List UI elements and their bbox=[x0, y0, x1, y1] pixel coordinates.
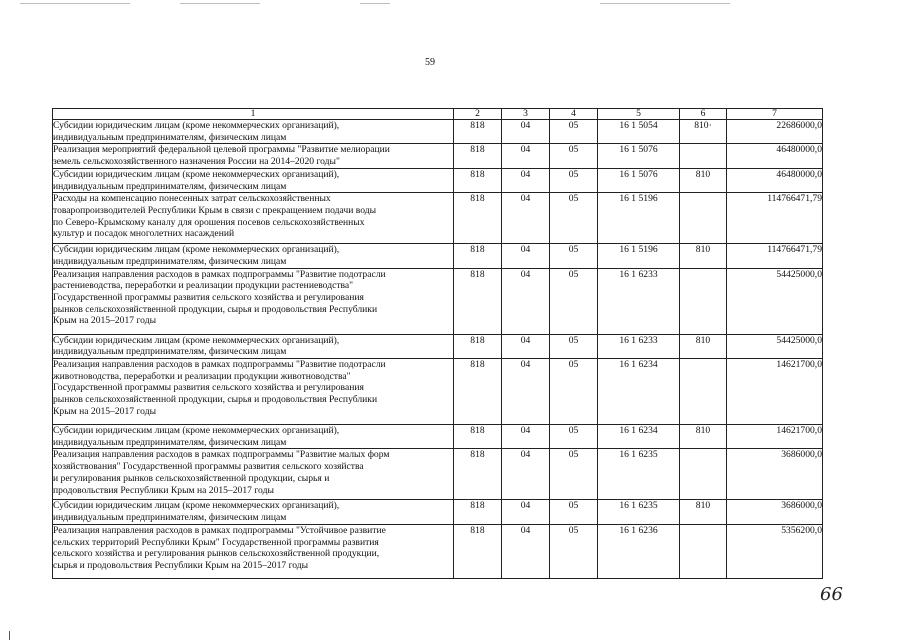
target-article-code: 16 1 5054 bbox=[598, 120, 680, 144]
ministry-code: 818 bbox=[454, 334, 502, 358]
column-header: 1 bbox=[53, 109, 454, 120]
expense-type-code bbox=[680, 193, 727, 244]
amount: 14621700,0 bbox=[727, 359, 823, 425]
target-article-code: 16 1 6233 bbox=[598, 268, 680, 334]
column-header: 2 bbox=[454, 109, 502, 120]
ministry-code: 818 bbox=[454, 425, 502, 449]
target-article-code: 16 1 6236 bbox=[598, 524, 680, 578]
expense-type-code: 810 bbox=[680, 168, 727, 192]
table-row bbox=[53, 524, 823, 578]
ministry-code: 818 bbox=[454, 268, 502, 334]
row-description: Субсидии юридическим лицам (кроме некоммерческих организаций), индивидуальным предпринимателям, физическим лицам bbox=[53, 500, 454, 524]
expense-type-code bbox=[680, 144, 727, 168]
scan-top-line bbox=[600, 3, 730, 4]
row-description: Реализация направления расходов в рамках подпрограммы "Развитие подотрасли растениеводства, переработки и реализации продукции растениеводства" Государственной программы развития сельского хозяйства и регулирования рынков сельскохозяйственной продукции, сырья и продовольствия Республики Крым на 2015–2017 годы bbox=[53, 268, 454, 334]
scan-top-line bbox=[360, 3, 390, 4]
row-description: Субсидии юридическим лицам (кроме некоммерческих организаций), индивидуальным предпринимателям, физическим лицам bbox=[53, 334, 454, 358]
table-row bbox=[53, 268, 823, 334]
section-code: 04 bbox=[502, 359, 550, 425]
column-header: 3 bbox=[502, 109, 550, 120]
page-number: 59 bbox=[425, 57, 435, 68]
target-article-code: 16 1 6234 bbox=[598, 425, 680, 449]
target-article-code: 16 1 5076 bbox=[598, 144, 680, 168]
expense-type-code: 810 bbox=[680, 425, 727, 449]
target-article-code: 16 1 6233 bbox=[598, 334, 680, 358]
section-code: 04 bbox=[502, 268, 550, 334]
amount: 114766471,79 bbox=[727, 244, 823, 268]
amount: 3686000,0 bbox=[727, 500, 823, 524]
table-row bbox=[53, 359, 823, 425]
ministry-code: 818 bbox=[454, 193, 502, 244]
ministry-code: 818 bbox=[454, 120, 502, 144]
expense-type-code: 810 bbox=[680, 500, 727, 524]
section-code: 04 bbox=[502, 144, 550, 168]
ministry-code: 818 bbox=[454, 359, 502, 425]
section-code: 04 bbox=[502, 120, 550, 144]
ministry-code: 818 bbox=[454, 524, 502, 578]
column-header: 4 bbox=[550, 109, 598, 120]
subsection-code: 05 bbox=[550, 168, 598, 192]
table-row bbox=[53, 193, 823, 244]
row-description: Расходы на компенсацию понесенных затрат сельскохозяйственных товаропроизводителей Республики Крым в связи с прекращением подачи воды по Северо-Крымскому каналу для орошения посевов сельскохозяйственных культур и посадок многолетних насаждений bbox=[53, 193, 454, 244]
amount: 14621700,0 bbox=[727, 425, 823, 449]
target-article-code: 16 1 5076 bbox=[598, 168, 680, 192]
ministry-code: 818 bbox=[454, 500, 502, 524]
amount: 3686000,0 bbox=[727, 449, 823, 500]
scan-top-line bbox=[20, 3, 130, 4]
amount: 5356200,0 bbox=[727, 524, 823, 578]
subsection-code: 05 bbox=[550, 500, 598, 524]
scan-top-line bbox=[180, 3, 260, 4]
column-header: 6 bbox=[680, 109, 727, 120]
row-description: Субсидии юридическим лицам (кроме некоммерческих организаций), индивидуальным предпринимателям, физическим лицам bbox=[53, 425, 454, 449]
subsection-code: 05 bbox=[550, 334, 598, 358]
budget-table bbox=[52, 108, 823, 579]
subsection-code: 05 bbox=[550, 144, 598, 168]
column-header: 7 bbox=[727, 109, 823, 120]
target-article-code: 16 1 6234 bbox=[598, 359, 680, 425]
table-row bbox=[53, 144, 823, 168]
ministry-code: 818 bbox=[454, 168, 502, 192]
expense-type-code bbox=[680, 359, 727, 425]
row-description: Реализация направления расходов в рамках подпрограммы "Развитие подотрасли животноводства, переработки и реализации продукции животноводства" Государственной программы развития сельского хозяйства и регулирования рынков сельскохозяйственной продукции, сырья и продовольствия Республики Крым на 2015–2017 годы bbox=[53, 359, 454, 425]
amount: 54425000,0 bbox=[727, 268, 823, 334]
amount: 114766471,79 bbox=[727, 193, 823, 244]
table-row bbox=[53, 500, 823, 524]
expense-type-code bbox=[680, 524, 727, 578]
subsection-code: 05 bbox=[550, 425, 598, 449]
column-header: 5 bbox=[598, 109, 680, 120]
handwritten-page-mark: 66 bbox=[820, 584, 843, 605]
expense-type-code: 810 bbox=[680, 244, 727, 268]
subsection-code: 05 bbox=[550, 244, 598, 268]
section-code: 04 bbox=[502, 524, 550, 578]
amount: 22686000,0 bbox=[727, 120, 823, 144]
target-article-code: 16 1 6235 bbox=[598, 500, 680, 524]
expense-type-code: 810 bbox=[680, 334, 727, 358]
table-row bbox=[53, 425, 823, 449]
row-description: Субсидии юридическим лицам (кроме некоммерческих организаций), индивидуальным предпринимателям, физическим лицам bbox=[53, 244, 454, 268]
table-row bbox=[53, 334, 823, 358]
target-article-code: 16 1 5196 bbox=[598, 244, 680, 268]
subsection-code: 05 bbox=[550, 193, 598, 244]
row-description: Субсидии юридическим лицам (кроме некоммерческих организаций), индивидуальным предпринимателям, физическим лицам bbox=[53, 120, 454, 144]
ministry-code: 818 bbox=[454, 449, 502, 500]
subsection-code: 05 bbox=[550, 524, 598, 578]
row-description: Реализация мероприятий федеральной целевой программы "Развитие мелиорации земель сельскохозяйственного назначения России на 2014–2020 годы" bbox=[53, 144, 454, 168]
row-description: Субсидии юридическим лицам (кроме некоммерческих организаций), индивидуальным предпринимателям, физическим лицам bbox=[53, 168, 454, 192]
section-code: 04 bbox=[502, 449, 550, 500]
expense-type-code: 810· bbox=[680, 120, 727, 144]
section-code: 04 bbox=[502, 334, 550, 358]
subsection-code: 05 bbox=[550, 268, 598, 334]
scan-edge-mark bbox=[9, 631, 10, 640]
amount: 46480000,0 bbox=[727, 168, 823, 192]
table-header-row bbox=[53, 109, 823, 120]
target-article-code: 16 1 5196 bbox=[598, 193, 680, 244]
amount: 54425000,0 bbox=[727, 334, 823, 358]
subsection-code: 05 bbox=[550, 359, 598, 425]
table-row bbox=[53, 449, 823, 500]
section-code: 04 bbox=[502, 168, 550, 192]
subsection-code: 05 bbox=[550, 120, 598, 144]
row-description: Реализация направления расходов в рамках подпрограммы "Развитие малых форм хозяйствования" Государственной программы развития сельского хозяйства и регулирования рынков сельскохозяйственной продукции, сырья и продовольствия Республики Крым на 2015–2017 годы bbox=[53, 449, 454, 500]
ministry-code: 818 bbox=[454, 144, 502, 168]
section-code: 04 bbox=[502, 425, 550, 449]
section-code: 04 bbox=[502, 244, 550, 268]
expense-type-code bbox=[680, 268, 727, 334]
subsection-code: 05 bbox=[550, 449, 598, 500]
section-code: 04 bbox=[502, 193, 550, 244]
amount: 46480000,0 bbox=[727, 144, 823, 168]
target-article-code: 16 1 6235 bbox=[598, 449, 680, 500]
expense-type-code bbox=[680, 449, 727, 500]
row-description: Реализация направления расходов в рамках подпрограммы "Устойчивое развитие сельских территорий Республики Крым" Государственной программы развития сельского хозяйства и регулирования рынков сельскохозяйственной продукции, сырья и продовольствия Республики Крым на 2015–2017 годы bbox=[53, 524, 454, 578]
ministry-code: 818 bbox=[454, 244, 502, 268]
section-code: 04 bbox=[502, 500, 550, 524]
table-row bbox=[53, 168, 823, 192]
table-row bbox=[53, 244, 823, 268]
table-row bbox=[53, 120, 823, 144]
